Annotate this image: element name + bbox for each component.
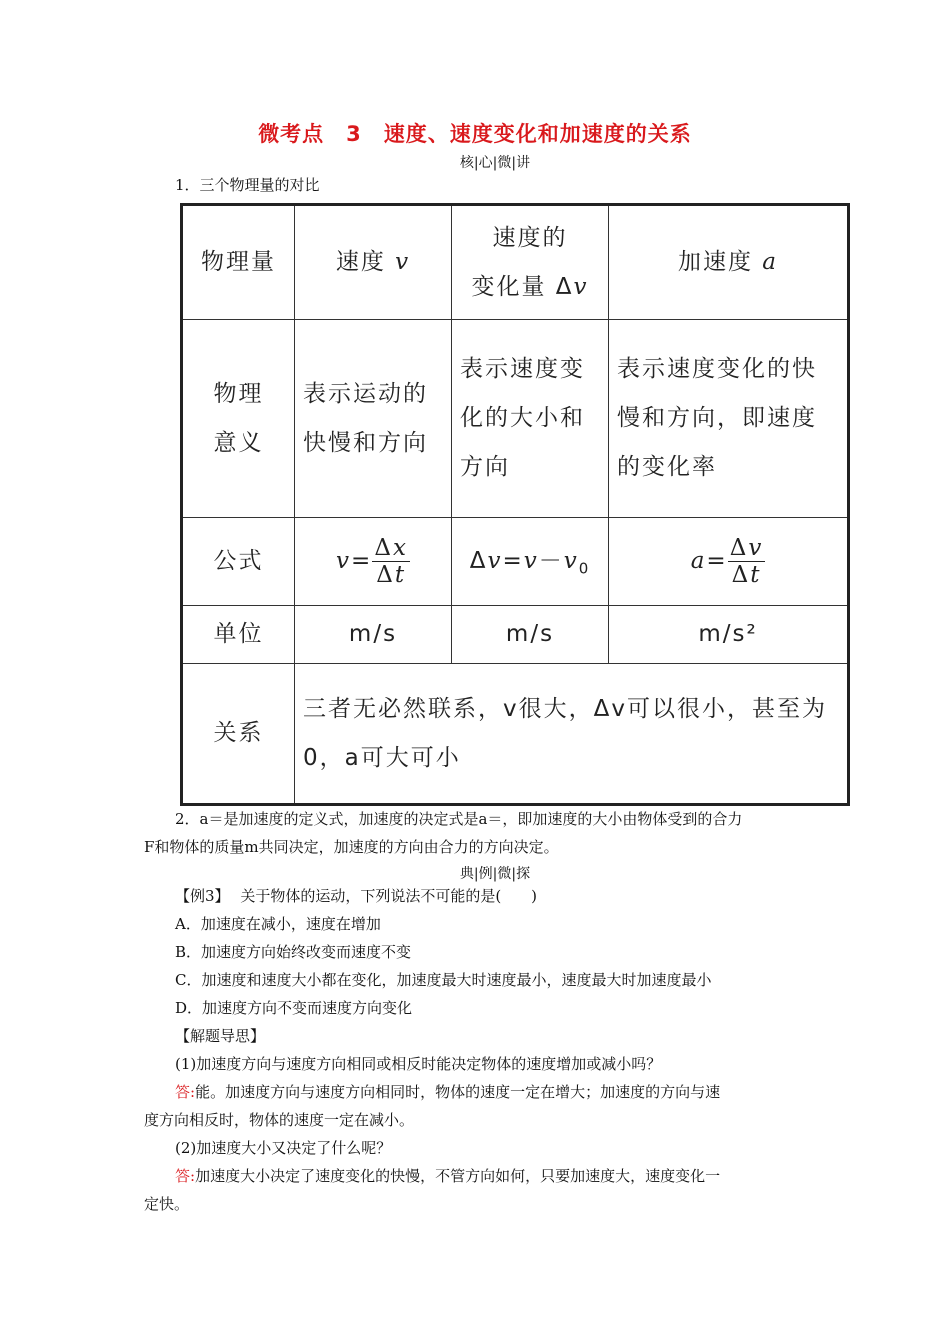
header-quantity: 物理量 <box>182 205 295 320</box>
answer-1-text: 能。加速度方向与速度方向相同时，物体的速度一定在增大；加速度的方向与速 <box>195 1083 721 1101</box>
option-b: B．加速度方向始终改变而速度不变 <box>175 943 412 961</box>
cell-change-formula: $\Delta v=v-v_0$ <box>452 518 609 606</box>
answer-1-line-2: 度方向相反时，物体的速度一定在减小。 <box>144 1111 415 1129</box>
page-title: 微考点 3 速度、速度变化和加速度的关系 <box>258 122 692 146</box>
answer-2-text: 加速度大小决定了速度变化的快慢，不管方向如何，只要加速度大，速度变化一 <box>195 1167 721 1185</box>
answer-2-line-1 <box>175 1166 720 1186</box>
row-label-unit: 单位 <box>182 606 295 664</box>
table-row <box>182 518 849 606</box>
answer-label: 答: <box>175 1083 196 1101</box>
section-heading-core: 核|心|微|讲 <box>459 155 531 171</box>
item-2-line-1: 2．a＝是加速度的定义式，加速度的决定式是a＝，即加速度的大小由物体受到的合力 <box>175 810 743 828</box>
answer-2-line-2: 定快。 <box>144 1195 190 1213</box>
answer-label: 答: <box>175 1167 196 1185</box>
cell-acceleration-meaning: 表示速度变化的快慢和方向，即速度的变化率 <box>609 320 849 518</box>
comparison-table <box>180 203 850 806</box>
item-2-line-2: F和物体的质量m共同决定，加速度的方向由合力的方向决定。 <box>144 838 559 856</box>
cell-acceleration-unit: m/s² <box>609 606 849 664</box>
cell-velocity-meaning: 表示运动的快慢和方向 <box>295 320 452 518</box>
option-c: C．加速度和速度大小都在变化，加速度最大时速度最小，速度最大时加速度最小 <box>175 971 712 989</box>
example-tag: 【例3】 <box>175 887 230 905</box>
answer-1-line-1 <box>175 1082 720 1102</box>
header-acceleration: 加速度 a <box>609 205 849 320</box>
example-line <box>175 886 537 906</box>
option-d: D．加速度方向不变而速度方向变化 <box>175 999 413 1017</box>
cell-relation-text: 三者无必然联系，v很大，Δv可以很小，甚至为0，a可大可小 <box>295 664 849 805</box>
row-label-relation: 关系 <box>182 664 295 805</box>
cell-acceleration-formula: a= $\frac{\Delta v}{\Delta t}$ <box>609 518 849 606</box>
table-row <box>182 606 849 664</box>
section-heading-examples: 典|例|微|探 <box>459 866 531 882</box>
option-a: A．加速度在减小，速度在增加 <box>175 915 381 933</box>
row-label-formula: 公式 <box>182 518 295 606</box>
table-header-row <box>182 205 849 320</box>
cell-velocity-formula: v= $\frac{\Delta x}{\Delta t}$ <box>295 518 452 606</box>
guide-label: 【解题导思】 <box>175 1027 266 1045</box>
cell-change-unit: m/s <box>452 606 609 664</box>
header-velocity: 速度 v <box>295 205 452 320</box>
table-row <box>182 320 849 518</box>
question-1: (1)加速度方向与速度方向相同或相反时能决定物体的速度增加或减小吗？ <box>175 1055 662 1073</box>
item-1-heading: 1．三个物理量的对比 <box>175 176 320 194</box>
example-question: 关于物体的运动，下列说法不可能的是( ) <box>240 887 538 905</box>
cell-velocity-unit: m/s <box>295 606 452 664</box>
cell-change-meaning: 表示速度变化的大小和方向 <box>452 320 609 518</box>
table-row <box>182 664 849 805</box>
question-2: (2)加速度大小又决定了什么呢？ <box>175 1139 392 1157</box>
header-velocity-change: 速度的 变化量 Δv <box>452 205 609 320</box>
row-label-meaning: 物理 意义 <box>182 320 295 518</box>
